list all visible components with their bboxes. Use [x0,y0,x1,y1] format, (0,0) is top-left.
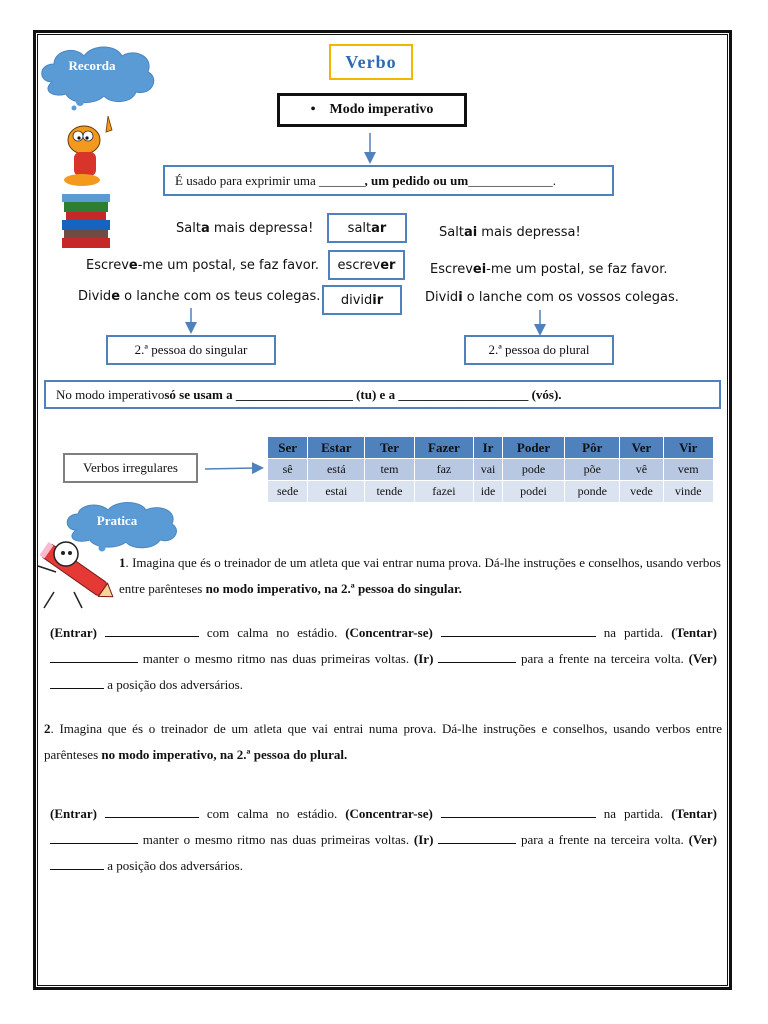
exercise-1-statement [119,550,721,602]
tu-cell: vem [663,459,714,481]
table-row-tu [268,459,714,481]
vos-cell: fazei [414,481,474,503]
headers-cell: Poder [502,437,564,459]
example-plural-3: Dividi o lanche com os vossos colegas. [425,290,679,305]
tu-cell: faz [414,459,474,481]
tu-cell: sê [268,459,308,481]
exercise-2-text: . Imagina que és o treinador de um atleta que vai entrai numa prova. Dá-lhe instruções e conselhos, usando verbos entre parênteses [44,721,722,762]
tu-cell: pode [502,459,564,481]
tu-cell: está [308,459,365,481]
arrow-right-icon [205,468,258,469]
answer-blank[interactable] [105,806,199,818]
exercise-1-number: 1 [119,555,126,570]
example-singular-2: Escreve-me um postal, se faz favor. [86,258,320,273]
table-row-vos [268,481,714,503]
answer-blank[interactable] [105,625,199,637]
bullet-icon: • [310,102,316,117]
tu-cell: põe [565,459,620,481]
vos-cell: tende [365,481,414,503]
definition-text-end: _____________. [468,172,556,188]
pratica-label: Pratica [96,513,138,528]
vos-cell: sede [268,481,308,503]
verb-box-saltar: salt ar [327,213,407,243]
answer-blank[interactable] [50,858,104,870]
answer-blank[interactable] [438,832,516,844]
headers-cell: Vir [663,437,714,459]
irregular-verbs-label: Verbos irregulares [63,453,198,483]
answer-blank[interactable] [50,651,138,663]
vos-cell: vede [620,481,663,503]
verb-box-escrever: escrev er [328,250,405,280]
irregular-verbs-table [268,437,714,502]
exercise-2-number: 2 [44,721,51,736]
headers-cell: Ver [620,437,663,459]
tu-cell: vai [474,459,503,481]
person-singular-box: 2.ª pessoa do singular [106,335,276,365]
exercise-1-bold: no modo imperativo, na 2.ª pessoa do singular. [205,581,462,596]
vos-cell: ide [474,481,503,503]
exercise-1-text: . Imagina que és o treinador de um atleta que vai entrar numa prova. Dá-lhe instruções e conselhos, usando verbos entre parênteses [119,555,721,596]
table-header-row [268,437,714,459]
definition-box [163,165,614,196]
example-singular-1: Salta mais depressa! [176,221,314,236]
answer-blank[interactable] [50,677,104,689]
example-plural-2: Escrevei-me um postal, se faz favor. [430,262,668,277]
answer-blank[interactable] [441,806,596,818]
headers-cell: Ter [365,437,414,459]
headers-cell: Fazer [414,437,474,459]
mode-label: Modo imperativo [329,102,434,117]
verb-box-dividir: divid ir [322,285,402,315]
answer-blank[interactable] [50,832,138,844]
answer-blank[interactable] [438,651,516,663]
headers-cell: Ir [474,437,503,459]
example-singular-3: Divide o lanche com os teus colegas. [78,289,321,304]
exercise-2-fill: (Entrar) com calma no estádio. (Concentrar-se) na partida. (Tentar) manter o mesmo ritmo nas duas primeiras voltas. (Ir) para a frente na terceira volta. (Ver) a posição dos adversários. [50,806,718,873]
tu-cell: vê [620,459,663,481]
exercise-2-bold: no modo imperativo, na 2.ª pessoa do plural. [101,747,348,762]
exercise-2-statement [44,716,722,768]
definition-bold: , um pedido ou um [364,172,469,188]
pencil-character-illustration [34,532,120,612]
answer-blank[interactable] [441,625,596,637]
vos-cell: vinde [663,481,714,503]
headers-cell: Pôr [565,437,620,459]
vos-cell: podei [502,481,564,503]
rule-bold: só se usam a __________________ (tu) e a ____________________ (vós). [164,386,562,402]
rule-box [44,380,721,409]
headers-cell: Ser [268,437,308,459]
example-plural-1: Saltai mais depressa! [439,225,581,240]
person-plural-box: 2.ª pessoa do plural [464,335,614,365]
rule-text: No modo imperativo [56,386,165,402]
tu-cell: tem [365,459,414,481]
page-title: Verbo [329,44,413,80]
headers-cell: Estar [308,437,365,459]
exercise-1-fill: (Entrar) com calma no estádio. (Concentrar-se) na partida. (Tentar) manter o mesmo ritmo nas duas primeiras voltas. (Ir) para a frente na terceira volta. (Ver) a posição dos adversários. [50,625,718,692]
vos-cell: estai [308,481,365,503]
vos-cell: ponde [565,481,620,503]
definition-text: É usado para exprimir uma _______ [175,172,365,188]
recorda-label: Recorda [68,58,116,73]
